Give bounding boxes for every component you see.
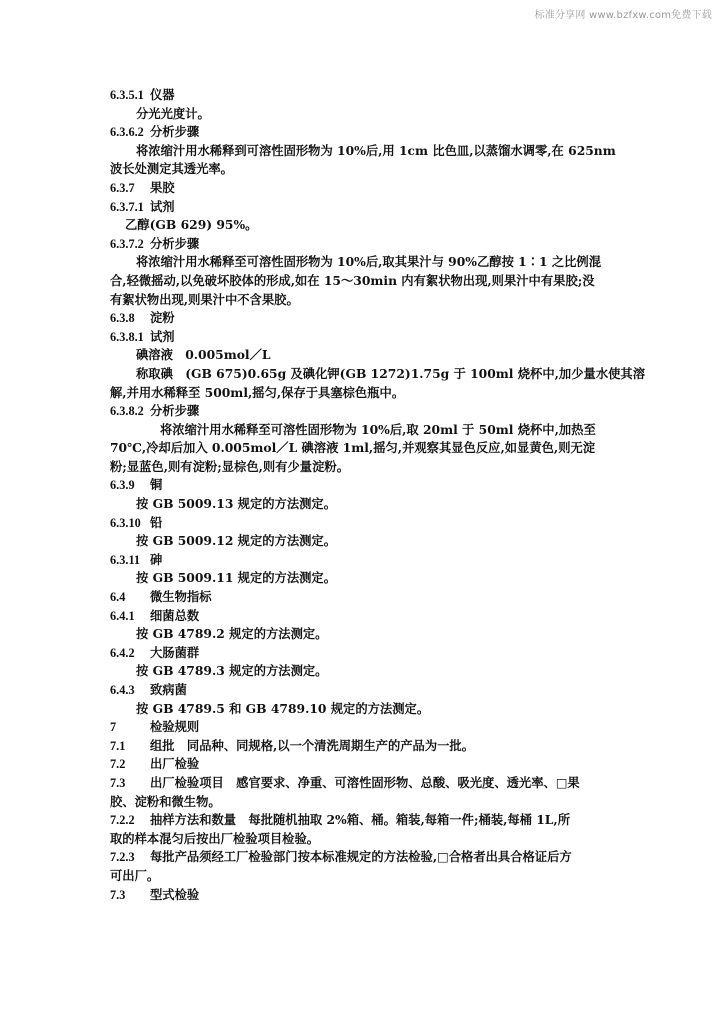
section-number: 7.2.2: [110, 813, 135, 828]
section-title: 分析步骤: [150, 124, 200, 140]
section-heading: [110, 476, 610, 495]
document-body: [110, 86, 646, 904]
section-title: 仪器: [150, 87, 175, 102]
body-text-line: 碘溶液 0.005mol／L: [136, 347, 271, 363]
section-number: 6.3.8: [110, 311, 135, 326]
body-text-line: 有絮状物出现,则果汁中不含果胶。: [110, 291, 299, 307]
body-text-line: 按 GB 4789.5 和 GB 4789.10 规定的方法测定。: [136, 700, 430, 716]
section-heading: [110, 681, 610, 700]
clause-text: 感官要求、净重、可溶性固形物、总酸、吸光度、透光率、□果: [223, 774, 580, 790]
section-title: 试剂: [150, 198, 175, 214]
clause-text: 同品种、同规格,以一个清洗周期生产的产品为一批。: [174, 737, 475, 753]
section-number: 7.3: [110, 775, 126, 790]
section-heading: [110, 402, 610, 421]
body-text-line: 按 GB 5009.13 规定的方法测定。: [136, 496, 337, 512]
section-heading: [110, 198, 610, 217]
body-text-line: 按 GB 5009.11 规定的方法测定。: [136, 570, 337, 586]
section-title: 砷: [150, 551, 163, 567]
section-heading: [110, 179, 610, 198]
section-number: 6.4.2: [110, 645, 135, 660]
section-number: 6.4.3: [110, 683, 135, 697]
body-text-line: 将浓缩汁用水稀释到可溶性固形物为 10%后,用 1cm 比色皿,以蒸馏水调零,在 625nm: [136, 142, 616, 158]
body-text-line: 按 GB 5009.12 规定的方法测定。: [136, 533, 337, 549]
section-heading: [110, 123, 610, 142]
section-heading: [110, 886, 610, 905]
section-number: 6.3.7: [110, 180, 135, 195]
section-title: 试剂: [150, 328, 175, 344]
clause-line: [110, 774, 610, 793]
body-text-line: 按 GB 4789.2 规定的方法测定。: [136, 626, 328, 642]
section-number: 6.3.8.1: [110, 329, 144, 344]
section-heading: [110, 235, 610, 254]
clause-label: 出厂检验项目: [150, 774, 224, 790]
section-number: 6.3.8.2: [110, 404, 144, 419]
section-title: 微生物指标: [150, 589, 212, 605]
body-text-line: 按 GB 4789.3 规定的方法测定。: [136, 663, 328, 679]
section-title: 淀粉: [150, 310, 175, 326]
clause-line: [110, 811, 610, 830]
section-title: 分析步骤: [150, 403, 200, 419]
section-title: 铅: [150, 514, 163, 530]
section-title: 出厂检验: [150, 756, 200, 772]
clause-text: 每批随机抽取 2%箱、桶。箱装,每箱一件;桶装,每桶 1L,所: [236, 812, 571, 828]
watermark: 标准分享网 www.bzfxw.com免费下载: [534, 10, 712, 21]
body-text-line: 粉;显蓝色,则有淀粉;显棕色,则有少量淀粉。: [110, 458, 349, 474]
section-title: 果胶: [150, 179, 175, 195]
body-text-line: 胶、淀粉和微生物。: [110, 793, 221, 809]
section-number: 6.3.5.1: [110, 88, 144, 102]
section-number: 6.4: [110, 590, 126, 605]
clause-line: [110, 848, 610, 867]
section-heading: [110, 86, 610, 105]
section-heading: [110, 644, 610, 663]
clause-label: 组批: [150, 737, 175, 753]
section-heading: [110, 588, 610, 607]
body-text-line: 解,并用水稀释至 500ml,摇匀,保存于具塞棕色瓶中。: [110, 384, 405, 400]
section-heading: [110, 514, 610, 533]
section-number: 7.1: [110, 738, 126, 753]
section-number: 6.4.1: [110, 608, 135, 623]
body-text-line: 取的样本混匀后按出厂检验项目检验。: [110, 830, 320, 846]
section-number: 6.3.7.2: [110, 236, 144, 251]
section-heading: [110, 328, 610, 347]
section-heading: [110, 309, 610, 328]
section-number: 7.3: [110, 887, 126, 902]
body-text-line: 乙醇(GB 629) 95%。: [125, 217, 258, 233]
body-text-line: 可出厂。: [110, 867, 160, 883]
section-title: 铜: [150, 477, 163, 493]
section-title: 检验规则: [150, 719, 200, 735]
section-title: 型式检验: [150, 886, 200, 902]
section-title: 分析步骤: [150, 235, 200, 251]
section-title: 细菌总数: [150, 607, 200, 623]
section-heading: [110, 755, 610, 774]
clause-line: [110, 737, 610, 756]
section-number: 6.3.9: [110, 478, 135, 493]
body-text-line: 70℃,冷却后加入 0.005mol／L 碘溶液 1ml,摇匀,并观察其显色反应,如显黄色,则无淀: [110, 440, 596, 456]
body-text-line: 将浓缩汁用水稀释至可溶性固形物为 10%后,取 20ml 于 50ml 烧杯中,加热至: [160, 421, 596, 437]
section-heading: [110, 607, 610, 626]
section-number: 6.3.11: [110, 552, 141, 567]
section-number: 7: [110, 720, 117, 735]
section-number: 7.2: [110, 757, 126, 772]
section-number: 6.3.7.1: [110, 199, 144, 214]
clause-label: 抽样方法和数量: [150, 812, 237, 828]
body-text-line: 将浓缩汁用水稀释至可溶性固形物为 10%后,取其果汁与 90%乙醇按 1∶1 之比例混: [136, 254, 602, 270]
clause-text: 每批产品须经工厂检验部门按本标准规定的方法检验,□合格者出具合格证后方: [150, 849, 572, 865]
section-number: 7.2.3: [110, 850, 135, 865]
section-number: 6.3.6.2: [110, 125, 144, 140]
section-title: 大肠菌群: [150, 644, 200, 660]
body-text-line: 波长处测定其透光率。: [110, 161, 233, 177]
section-number: 6.3.10: [110, 515, 141, 530]
section-heading: [110, 718, 610, 737]
body-text-line: 合,轻微摇动,以免破坏胶体的形成,如在 15～30min 内有絮状物出现,则果汁中有果胶;没: [110, 272, 595, 288]
body-text-line: 分光光度计。: [136, 105, 210, 121]
body-text-line: 称取碘 (GB 675)0.65g 及碘化钾(GB 1272)1.75g 于 100ml 烧杯中,加少量水使其溶: [136, 365, 646, 381]
section-title: 致病菌: [150, 682, 187, 697]
section-heading: [110, 551, 610, 570]
